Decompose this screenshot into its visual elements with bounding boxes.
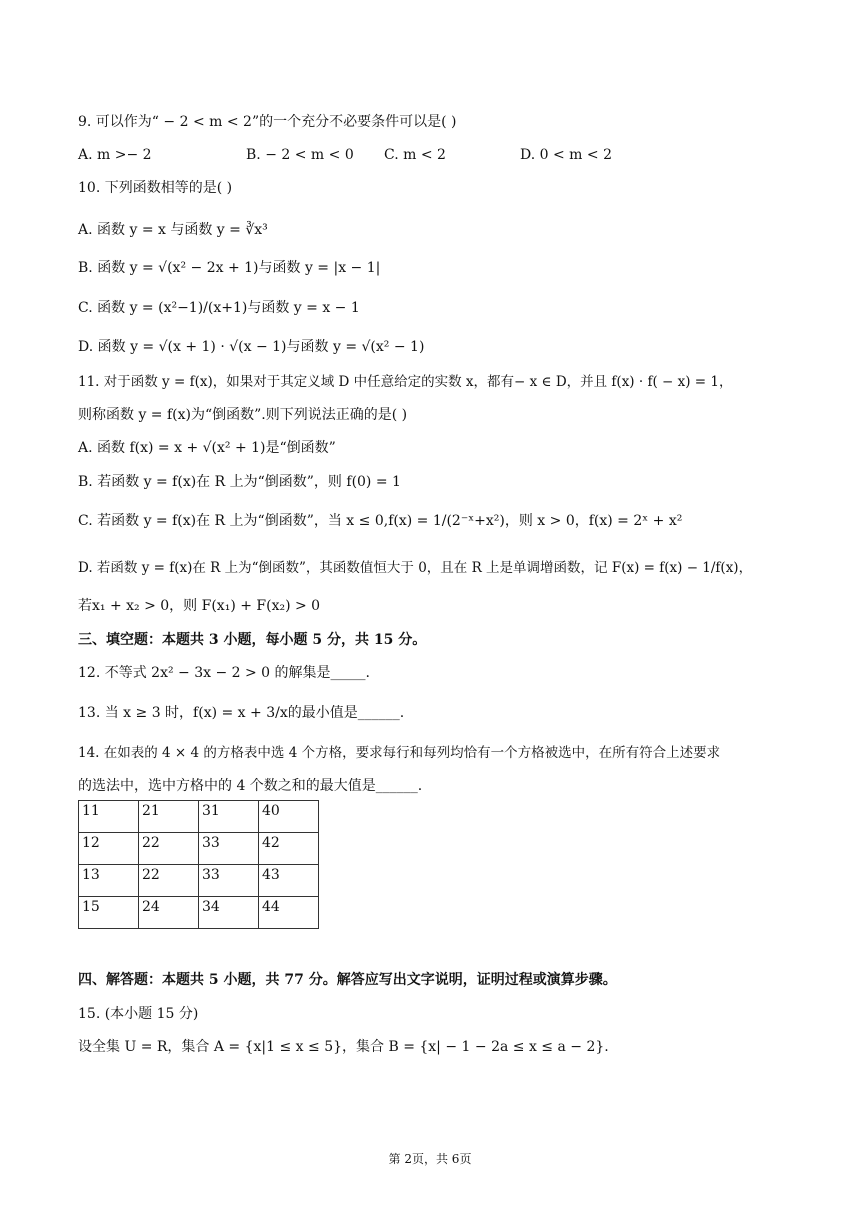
table-cell: 24 [139, 897, 199, 929]
q9-option-b: B. − 2 < m < 0 [246, 147, 354, 163]
table-row [79, 833, 319, 865]
q10-stem: 10. 下列函数相等的是( ) [78, 180, 233, 196]
q11-option-d-line1: D. 若函数 y = f(x)在 R 上为“倒函数”，其函数值恒大于 0，且在 R 上是单调增函数，记 F(x) = f(x) − 1/f(x)， [78, 560, 753, 576]
q11-option-c: C. 若函数 y = f(x)在 R 上为“倒函数”，当 x ≤ 0,f(x) = 1/(2⁻ˣ+x²)，则 x > 0，f(x) = 2ˣ + x² [78, 513, 683, 529]
page-footer: 第 2页，共 6页 [388, 1152, 472, 1166]
q10-option-c: C. 函数 y = (x²−1)/(x+1)与函数 y = x − 1 [78, 300, 360, 316]
q11-stem-line1: 11. 对于函数 y = f(x)，如果对于其定义域 D 中任意给定的实数 x，都有− x ∈ D，并且 f(x) · f( − x) = 1， [78, 374, 733, 390]
table-row [79, 801, 319, 833]
q11-stem-line2: 则称函数 y = f(x)为“倒函数”.则下列说法正确的是( ) [78, 407, 408, 423]
q9-option-a: A. m >− 2 [78, 147, 152, 163]
table-cell: 33 [199, 865, 259, 897]
table-cell: 33 [199, 833, 259, 865]
table-cell: 42 [259, 833, 319, 865]
q10-option-b: B. 函数 y = √(x² − 2x + 1)与函数 y = |x − 1| [78, 260, 381, 276]
q9-option-c: C. m < 2 [384, 147, 446, 163]
number-grid-table [78, 800, 319, 929]
table-cell: 31 [199, 801, 259, 833]
q11-option-a: A. 函数 f(x) = x + √(x² + 1)是“倒函数” [78, 440, 336, 456]
table-cell: 12 [79, 833, 139, 865]
table-cell: 43 [259, 865, 319, 897]
q14-line1: 14. 在如表的 4 × 4 的方格表中选 4 个方格，要求每行和每列均恰有一个方格被选中，在所有符合上述要求 [78, 745, 721, 761]
section-3-heading: 三、填空题：本题共 3 小题，每小题 5 分，共 15 分。 [78, 632, 427, 648]
table-cell: 22 [139, 833, 199, 865]
q10-option-d: D. 函数 y = √(x + 1) · √(x − 1)与函数 y = √(x² − 1) [78, 339, 425, 355]
q14-line2: 的选法中，选中方格中的 4 个数之和的最大值是______. [78, 778, 423, 794]
section-4-heading: 四、解答题：本题共 5 小题，共 77 分。解答应写出文字说明，证明过程或演算步骤。 [78, 972, 617, 988]
table-cell: 21 [139, 801, 199, 833]
table-cell: 34 [199, 897, 259, 929]
q15-title: 15. (本小题 15 分) [78, 1006, 199, 1022]
table-cell: 44 [259, 897, 319, 929]
table-cell: 13 [79, 865, 139, 897]
q11-option-d-line2: 若x₁ + x₂ > 0，则 F(x₁) + F(x₂) > 0 [78, 598, 321, 614]
q11-option-b: B. 若函数 y = f(x)在 R 上为“倒函数”，则 f(0) = 1 [78, 474, 401, 490]
table-cell: 22 [139, 865, 199, 897]
q12-text: 12. 不等式 2x² − 3x − 2 > 0 的解集是_____. [78, 665, 370, 681]
table-cell: 15 [79, 897, 139, 929]
q13-text: 13. 当 x ≥ 3 时，f(x) = x + 3/x的最小值是______. [78, 705, 405, 721]
table-cell: 11 [79, 801, 139, 833]
table-row [79, 865, 319, 897]
q10-option-a: A. 函数 y = x 与函数 y = ∛x³ [78, 222, 268, 238]
q9-option-d: D. 0 < m < 2 [520, 147, 612, 163]
table-row [79, 897, 319, 929]
q15-text: 设全集 U = R，集合 A = {x|1 ≤ x ≤ 5}，集合 B = {x| − 1 − 2a ≤ x ≤ a − 2}. [78, 1039, 609, 1055]
table-cell: 40 [259, 801, 319, 833]
q9-stem: 9. 可以作为“ − 2 < m < 2”的一个充分不必要条件可以是( ) [78, 114, 457, 130]
